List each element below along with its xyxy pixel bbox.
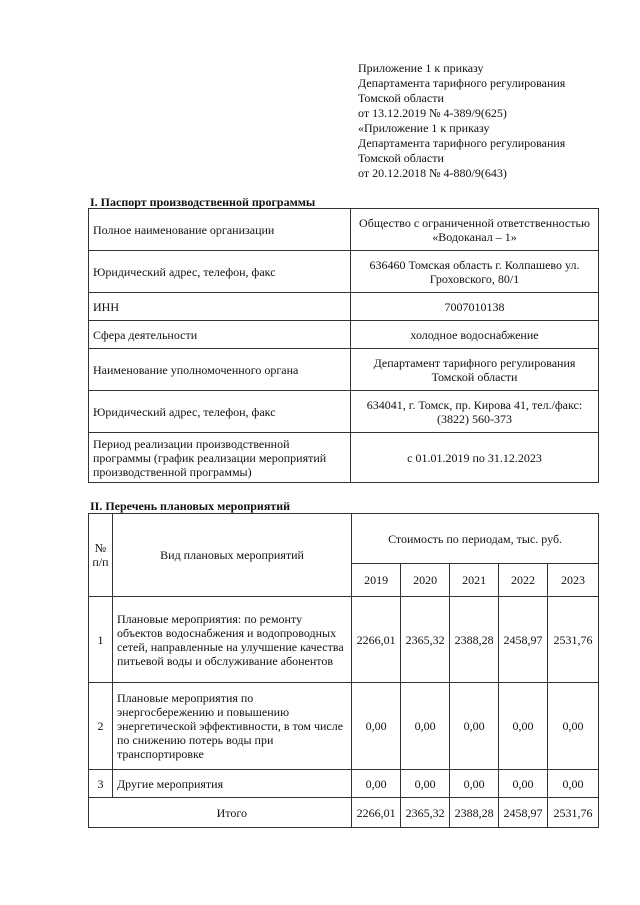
passport-row: [89, 251, 599, 293]
cost-value: 0,00: [450, 770, 499, 798]
passport-label: Наименование уполномоченного органа: [89, 349, 351, 391]
table-row: [89, 770, 599, 798]
cost-value: 0,00: [499, 683, 548, 770]
cost-value: 2266,01: [352, 597, 401, 683]
cost-value: 0,00: [450, 683, 499, 770]
passport-label: Полное наименование организации: [89, 209, 351, 251]
passport-value: 636460 Томская область г. Колпашево ул. Гроховского, 80/1: [351, 251, 599, 293]
passport-row: [89, 321, 599, 349]
passport-label: ИНН: [89, 293, 351, 321]
measures-table: [88, 513, 599, 828]
cost-value: 0,00: [352, 770, 401, 798]
passport-value: с 01.01.2019 по 31.12.2023: [351, 433, 599, 483]
passport-label: Период реализации производственной программы (график реализации мероприятий производственной программы): [89, 433, 351, 483]
cost-value: 0,00: [499, 770, 548, 798]
passport-value: 7007010138: [351, 293, 599, 321]
cost-value: 0,00: [548, 770, 599, 798]
order-header: [358, 61, 628, 181]
header-row: [89, 514, 599, 564]
section2-title: II. Перечень плановых мероприятий: [90, 499, 291, 513]
cost-value: 0,00: [401, 683, 450, 770]
total-spacer: [89, 798, 113, 828]
table-row: [89, 597, 599, 683]
passport-row: [89, 209, 599, 251]
cost-value: 0,00: [352, 683, 401, 770]
passport-label: Юридический адрес, телефон, факс: [89, 391, 351, 433]
header-line: «Приложение 1 к приказу: [358, 121, 490, 135]
total-value: 2531,76: [548, 798, 599, 828]
passport-value: холодное водоснабжение: [351, 321, 599, 349]
col-name-header: Вид плановых мероприятий: [112, 514, 351, 597]
header-line: Томской области: [358, 91, 444, 105]
cost-value: 2458,97: [499, 597, 548, 683]
total-value: 2365,32: [401, 798, 450, 828]
total-row: [89, 798, 599, 828]
total-value: 2458,97: [499, 798, 548, 828]
year-header: 2020: [401, 564, 450, 597]
year-header: 2019: [352, 564, 401, 597]
col-cost-header: Стоимость по периодам, тыс. руб.: [352, 514, 599, 564]
table-row: [89, 683, 599, 770]
passport-table: [88, 208, 599, 483]
header-line: Департамента тарифного регулирования: [358, 76, 566, 90]
section1-title: I. Паспорт производственной программы: [90, 195, 316, 209]
passport-label: Юридический адрес, телефон, факс: [89, 251, 351, 293]
measure-name: Другие мероприятия: [112, 770, 351, 798]
header-line: от 20.12.2018 № 4-880/9(643): [358, 166, 507, 180]
cost-value: 0,00: [548, 683, 599, 770]
cost-value: 2388,28: [450, 597, 499, 683]
measure-name: Плановые мероприятия: по ремонту объектов водоснабжения и водопроводных сетей, направленные на улучшение качества питьевой воды и обслуживание абонентов: [112, 597, 351, 683]
header-line: Приложение 1 к приказу: [358, 61, 484, 75]
passport-value: 634041, г. Томск, пр. Кирова 41, тел./факс: (3822) 560-373: [351, 391, 599, 433]
total-value: 2388,28: [450, 798, 499, 828]
year-header: 2022: [499, 564, 548, 597]
header-line: Департамента тарифного регулирования: [358, 136, 566, 150]
row-number: 1: [89, 597, 113, 683]
passport-value: Общество с ограниченной ответственностью «Водоканал – 1»: [351, 209, 599, 251]
measure-name: Плановые мероприятия по энергосбережению и повышению энергетической эффективности, в том числе по снижению потерь воды при транспортировке: [112, 683, 351, 770]
header-line: от 13.12.2019 № 4-389/9(625): [358, 106, 507, 120]
cost-value: 0,00: [401, 770, 450, 798]
passport-row: [89, 349, 599, 391]
total-label: Итого: [112, 798, 351, 828]
row-number: 2: [89, 683, 113, 770]
passport-row: [89, 391, 599, 433]
total-value: 2266,01: [352, 798, 401, 828]
cost-value: 2365,32: [401, 597, 450, 683]
year-header: 2023: [548, 564, 599, 597]
passport-label: Сфера деятельности: [89, 321, 351, 349]
row-number: 3: [89, 770, 113, 798]
passport-row: [89, 293, 599, 321]
passport-value: Департамент тарифного регулирования Томской области: [351, 349, 599, 391]
col-number-header: № п/п: [89, 514, 113, 597]
year-header: 2021: [450, 564, 499, 597]
header-line: Томской области: [358, 151, 444, 165]
cost-value: 2531,76: [548, 597, 599, 683]
passport-row: [89, 433, 599, 483]
